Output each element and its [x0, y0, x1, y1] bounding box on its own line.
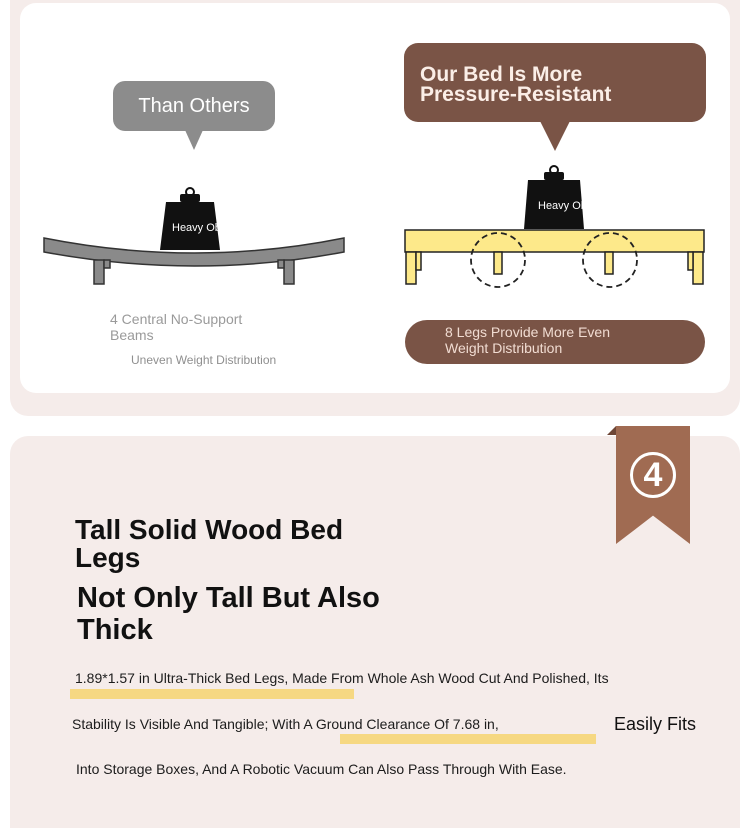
- feature-subtitle: [77, 582, 407, 646]
- feature-body-line3: Into Storage Boxes, And A Robotic Vacuum Can Also Pass Through With Ease.: [76, 761, 567, 777]
- feature-title: [75, 516, 375, 572]
- left-weight-icon: [160, 188, 221, 250]
- right-caption-line2: Weight Distribution: [445, 340, 563, 356]
- left-bed-leg-2: [284, 260, 294, 284]
- right-weight-label: Heavy Ob: [538, 200, 587, 212]
- left-speech-bubble: [113, 81, 275, 131]
- left-bed-leg-1-notch: [104, 260, 110, 268]
- right-weight-icon: [524, 166, 587, 229]
- left-bubble-tail: [185, 130, 203, 150]
- feature-body-line1: 1.89*1.57 in Ultra-Thick Bed Legs, Made From Whole Ash Wood Cut And Polished, Its: [75, 670, 609, 686]
- flat-bed-board: [405, 230, 704, 252]
- feature-title-line1: Tall Solid Wood Bed: [75, 514, 344, 545]
- right-bubble-line2: Pressure-Resistant: [420, 83, 612, 106]
- feature-subtitle-line2: Thick: [77, 614, 153, 646]
- feature-title-line2: Legs: [75, 542, 141, 573]
- left-caption: 4 Central No-Support Beams: [110, 311, 243, 343]
- right-bed-leg-1: [406, 252, 416, 284]
- left-bed-leg-2-notch: [278, 260, 284, 268]
- right-bed-leg-1-notch: [416, 252, 421, 270]
- ribbon-fold: [607, 426, 616, 435]
- left-weight-label: Heavy Ob: [172, 222, 221, 234]
- right-speech-bubble: [404, 43, 706, 122]
- right-caption-line1: 8 Legs Provide More Even: [445, 324, 610, 340]
- right-bubble-line1: Our Bed Is More: [420, 63, 583, 86]
- text-highlight-2: [340, 734, 596, 744]
- left-bubble-text: Than Others: [138, 94, 250, 117]
- right-bed-leg-4-notch: [688, 252, 693, 270]
- feature-body-line2: Stability Is Visible And Tangible; With A Ground Clearance Of 7.68 in,: [72, 716, 499, 732]
- text-highlight-1: [70, 689, 354, 699]
- right-bed-leg-2: [494, 252, 502, 274]
- feature-subtitle-line1: Not Only Tall But Also: [77, 582, 380, 614]
- feature-number-badge: 4: [630, 452, 676, 498]
- right-caption-pill: [405, 320, 705, 364]
- left-subcaption: Uneven Weight Distribution: [131, 353, 277, 367]
- flat-bed-illustration: [400, 160, 710, 295]
- right-bed-leg-3: [605, 252, 613, 274]
- right-bed-leg-4: [693, 252, 703, 284]
- easily-fits-text: Easily Fits: [614, 714, 697, 734]
- sagging-bed-illustration: [40, 180, 350, 290]
- left-bed-leg-1: [94, 260, 104, 284]
- right-bubble-tail: [540, 121, 570, 151]
